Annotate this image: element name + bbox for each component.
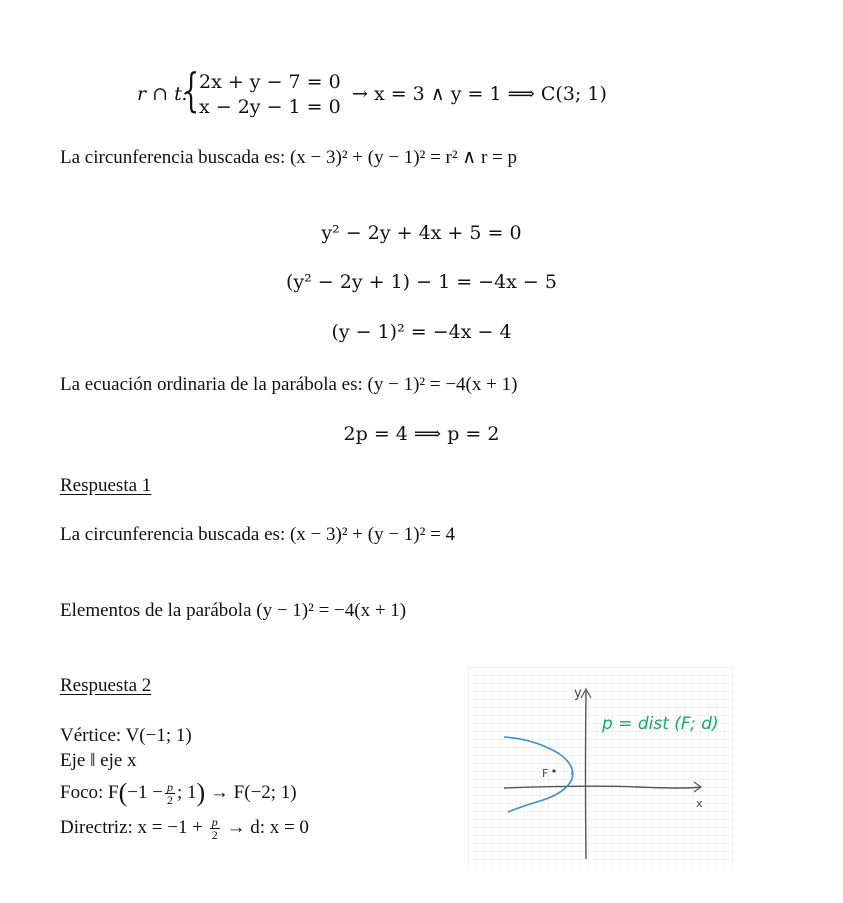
focus-prefix: Foco: F	[60, 782, 119, 803]
axis-line: Eje ‖ eje x	[60, 750, 137, 771]
vertex-line: Vértice: V(−1; 1)	[60, 725, 192, 746]
directrix-line	[60, 813, 309, 843]
parabola-sketch	[468, 667, 734, 867]
system-lhs: r ∩ t:	[137, 83, 189, 105]
x-axis-label: x	[696, 797, 703, 810]
system-result: → x = 3 ∧ y = 1 ⟹ C(3; 1)	[352, 83, 607, 105]
y-axis-label: y	[574, 686, 582, 701]
parabola-elements-heading: Elementos de la parábola (y − 1)² = −4(x + 1)	[60, 600, 407, 621]
focus-point	[552, 769, 555, 772]
focus-line	[60, 776, 297, 810]
focus-inner-b: ; 1	[176, 782, 197, 803]
focus-suffix: → F(−2; 1)	[209, 782, 297, 803]
circle-statement-2: La circunferencia buscada es: (x − 3)² + (y − 1)² = 4	[60, 524, 456, 545]
parabola-ordinary-equation: La ecuación ordinaria de la parábola es: (y − 1)² = −4(x + 1)	[60, 374, 518, 395]
directrix-suffix: → d: x = 0	[226, 817, 309, 838]
y-axis	[586, 691, 587, 859]
directrix-frac-num: p	[211, 815, 218, 830]
system-brace: {	[183, 63, 200, 117]
directrix-prefix: Directriz: x = −1 +	[60, 817, 203, 838]
focus-frac-num: p	[166, 780, 173, 795]
system-equation-1: 2x + y − 7 = 0	[199, 71, 341, 93]
equation-expanded: y² − 2y + 4x + 5 = 0	[321, 222, 522, 244]
grid-paper	[468, 667, 734, 867]
distance-note: p = dist (F; d)	[602, 714, 719, 734]
focus-paren-open: (	[118, 778, 128, 807]
focus-paren-close: )	[196, 778, 206, 807]
system-equation-2: x − 2y − 1 = 0	[199, 96, 341, 118]
focus-inner-a: −1 −	[127, 782, 163, 803]
directrix-frac-den: 2	[211, 828, 218, 843]
parabola-sketch-svg	[468, 667, 734, 867]
focus-frac-den: 2	[166, 793, 173, 808]
directrix-fraction	[210, 816, 220, 841]
respuesta-2-heading: Respuesta 2	[60, 675, 152, 696]
focus-fraction	[165, 781, 175, 806]
equation-completing-square: (y² − 2y + 1) − 1 = −4x − 5	[286, 271, 557, 293]
equation-squared-form: (y − 1)² = −4x − 4	[331, 321, 512, 343]
equation-p-value: 2p = 4 ⟹ p = 2	[343, 423, 500, 445]
focus-label: F	[542, 767, 549, 780]
circle-statement-1: La circunferencia buscada es: (x − 3)² + (y − 1)² = r² ∧ r = p	[60, 147, 518, 168]
respuesta-1-heading: Respuesta 1	[60, 475, 152, 496]
